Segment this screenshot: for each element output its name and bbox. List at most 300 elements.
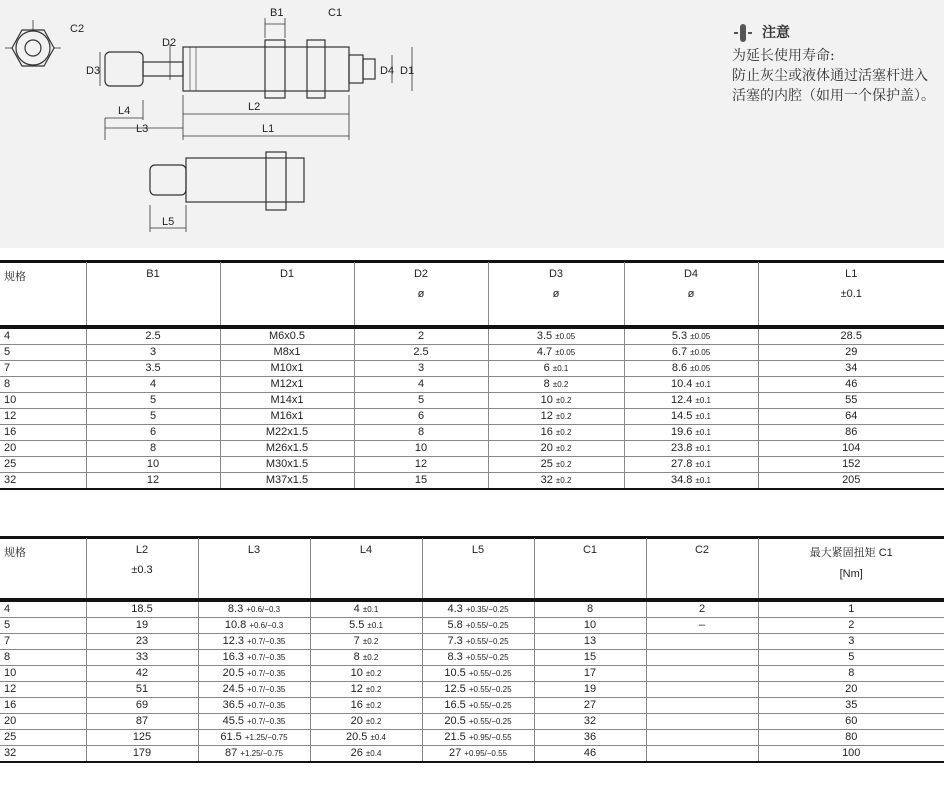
table2-header-6 xyxy=(646,538,758,600)
cell-tolerance: ±0.05 xyxy=(690,364,711,373)
table-cell xyxy=(220,457,354,473)
table-cell xyxy=(534,730,646,746)
table-cell xyxy=(646,650,758,666)
table-cell xyxy=(198,618,310,634)
cell-value: M12x1 xyxy=(270,378,304,390)
table-cell xyxy=(624,409,758,425)
thread-body xyxy=(183,47,349,91)
cell-value: 8.3 xyxy=(227,603,244,615)
table-cell xyxy=(0,618,86,634)
table-cell xyxy=(758,698,944,714)
table-cell xyxy=(624,393,758,409)
cell-value: 12 xyxy=(540,410,553,422)
cell-value: 23.8 xyxy=(671,442,693,454)
cell-tolerance: +1.25/−0.75 xyxy=(240,749,284,758)
table-cell xyxy=(86,730,198,746)
cell-tolerance: ±0.1 xyxy=(367,621,383,630)
table-cell xyxy=(354,441,488,457)
table1-header-6 xyxy=(758,262,944,327)
cell-tolerance: ±0.1 xyxy=(695,460,711,469)
table-cell xyxy=(624,425,758,441)
cell-value: 24.5 xyxy=(222,683,245,695)
label-c2: C2 xyxy=(70,23,85,35)
table-cell xyxy=(646,618,758,634)
header-label: 规格 xyxy=(4,271,26,283)
table-row xyxy=(0,457,944,473)
cell-tolerance: +0.55/−0.25 xyxy=(465,621,509,630)
cell-value: 20 xyxy=(540,442,553,454)
table-cell xyxy=(422,600,534,618)
cell-value: 6.7 xyxy=(671,346,688,358)
cell-value: 3.5 xyxy=(536,330,553,342)
table-cell xyxy=(534,618,646,634)
cell-value: 2 xyxy=(417,330,425,342)
cell-value: 4 xyxy=(417,378,425,390)
table-cell xyxy=(354,345,488,361)
cell-value: 10 xyxy=(4,667,17,679)
cell-tolerance: ±0.4 xyxy=(365,749,382,758)
table-cell xyxy=(86,666,198,682)
note-title: 注意 xyxy=(762,25,790,41)
cell-tolerance: +0.7/−0.35 xyxy=(247,717,286,726)
table2-header-2 xyxy=(198,538,310,600)
warning-bracket-icon xyxy=(732,22,754,44)
cell-value: 15 xyxy=(414,474,428,486)
cell-value: M37x1.5 xyxy=(265,474,309,486)
cell-value: 4 xyxy=(149,378,157,390)
table-cell xyxy=(0,441,86,457)
cell-value: 10 xyxy=(350,667,363,679)
cell-value: 46 xyxy=(845,378,858,390)
cell-value: 20 xyxy=(845,683,858,695)
cell-value: 33 xyxy=(135,651,149,663)
cell-value: 16.5 xyxy=(444,699,466,711)
table-cell xyxy=(758,600,944,618)
table-cell xyxy=(488,425,624,441)
table-cell xyxy=(0,361,86,377)
cell-value: 3 xyxy=(149,346,157,358)
label-d1: D1 xyxy=(400,65,415,77)
cell-value: 28.5 xyxy=(840,330,862,342)
table-cell xyxy=(354,377,488,393)
note-line-2: 防止灰尘或液体通过活塞杆进入活塞的内腔（如用一个保护盖）。 xyxy=(732,68,935,104)
cell-value: 36 xyxy=(583,731,597,743)
table-cell xyxy=(86,634,198,650)
table-row xyxy=(0,409,944,425)
cell-value: 12.5 xyxy=(444,683,466,695)
table-cell xyxy=(86,714,198,730)
header-sublabel: ø xyxy=(417,288,425,300)
table-cell xyxy=(310,600,422,618)
cell-value: 87 xyxy=(135,715,149,727)
table-cell xyxy=(422,634,534,650)
cell-value: 4 xyxy=(4,603,11,615)
table-cell xyxy=(488,457,624,473)
label-b1: B1 xyxy=(270,7,284,19)
table-cell xyxy=(758,666,944,682)
cell-value: 60 xyxy=(845,715,858,727)
cell-value: 12 xyxy=(146,474,160,486)
cell-value: 20.5 xyxy=(444,715,466,727)
cell-value: 87 xyxy=(224,747,238,759)
cell-tolerance: ±0.2 xyxy=(365,669,382,678)
cell-value: 86 xyxy=(845,426,858,438)
cell-tolerance: +0.7/−0.35 xyxy=(247,701,286,710)
table-cell xyxy=(354,425,488,441)
cell-value: 10 xyxy=(583,619,597,631)
cell-tolerance: ±0.1 xyxy=(695,444,711,453)
header-sublabel: ø xyxy=(687,288,695,300)
cell-tolerance: ±0.2 xyxy=(552,380,569,389)
cell-value: 10 xyxy=(540,394,553,406)
label-l1: L1 xyxy=(262,123,275,135)
table-cell xyxy=(220,377,354,393)
cell-tolerance: ±0.2 xyxy=(555,396,572,405)
table-cell xyxy=(0,730,86,746)
table-cell xyxy=(646,634,758,650)
table-cell xyxy=(198,666,310,682)
cell-value: 17 xyxy=(583,667,597,679)
table-row xyxy=(0,473,944,490)
cell-value: 6 xyxy=(543,362,550,374)
cell-value: 4 xyxy=(353,603,360,615)
header-label: C2 xyxy=(694,544,710,556)
cell-tolerance: ±0.2 xyxy=(555,412,572,421)
cell-value: 80 xyxy=(845,731,858,743)
cell-value: 51 xyxy=(135,683,149,695)
cell-value: 5 xyxy=(149,410,157,422)
table-row xyxy=(0,634,944,650)
table-cell xyxy=(220,409,354,425)
table-cell xyxy=(624,327,758,345)
cell-value: 32 xyxy=(540,474,553,486)
cell-value: 45.5 xyxy=(222,715,245,727)
cell-tolerance: +0.55/−0.25 xyxy=(465,637,509,646)
table-row xyxy=(0,377,944,393)
header-sublabel: ø xyxy=(552,288,560,300)
table-cell xyxy=(488,377,624,393)
cell-value: 5 xyxy=(4,346,11,358)
cell-value: 5 xyxy=(4,619,11,631)
drawing-panel xyxy=(0,0,944,248)
table-cell xyxy=(422,650,534,666)
header-sublabel: ±0.1 xyxy=(840,288,862,300)
table-cell xyxy=(422,666,534,682)
table-cell xyxy=(534,746,646,763)
table-cell xyxy=(488,327,624,345)
cell-tolerance: ±0.4 xyxy=(370,733,386,742)
table-cell xyxy=(86,327,220,345)
table-cell xyxy=(198,600,310,618)
cell-tolerance: ±0.2 xyxy=(365,717,382,726)
cell-value: 8 xyxy=(4,378,11,390)
cell-value: 7 xyxy=(353,635,360,647)
table-cell xyxy=(86,457,220,473)
header-label: D4 xyxy=(683,268,699,280)
table-cell xyxy=(198,730,310,746)
header-label: L2 xyxy=(135,544,149,556)
cell-tolerance: +0.6/−0.3 xyxy=(246,605,281,614)
cell-value: 64 xyxy=(845,410,858,422)
cell-value: 10.8 xyxy=(224,619,247,631)
caution-note xyxy=(732,22,937,106)
cell-value: 12 xyxy=(4,410,17,422)
table-cell xyxy=(646,682,758,698)
cell-value: 19 xyxy=(583,683,597,695)
cell-tolerance: ±0.1 xyxy=(695,428,711,437)
cell-value: 3.5 xyxy=(145,362,161,374)
table-cell xyxy=(354,393,488,409)
cell-value: 125 xyxy=(132,731,152,743)
cell-value: 4.7 xyxy=(536,346,553,358)
table-cell xyxy=(624,345,758,361)
cell-value: 46 xyxy=(583,747,597,759)
table-cell xyxy=(198,714,310,730)
table1-header-2 xyxy=(220,262,354,327)
table-cell xyxy=(0,682,86,698)
cell-value: 4 xyxy=(4,330,11,342)
table-cell xyxy=(310,714,422,730)
table-cell xyxy=(310,650,422,666)
table-cell xyxy=(488,393,624,409)
table-cell xyxy=(198,746,310,763)
cell-tolerance: ±0.2 xyxy=(555,460,572,469)
cell-tolerance: +0.55/−0.25 xyxy=(465,653,509,662)
table-cell xyxy=(198,698,310,714)
table-cell xyxy=(758,409,944,425)
table-cell xyxy=(310,698,422,714)
table-cell xyxy=(86,441,220,457)
cell-tolerance: ±0.05 xyxy=(690,332,711,341)
cell-value: 69 xyxy=(135,699,149,711)
table2-header-1 xyxy=(86,538,198,600)
header-label: D3 xyxy=(548,268,564,280)
table-cell xyxy=(86,618,198,634)
table-cell xyxy=(624,441,758,457)
table1-header-5 xyxy=(624,262,758,327)
label-d4: D4 xyxy=(380,65,395,77)
cell-value: 12 xyxy=(414,458,428,470)
cell-value: 4.3 xyxy=(447,603,463,615)
table-cell xyxy=(354,473,488,490)
cell-tolerance: +0.55/−0.25 xyxy=(468,717,512,726)
cell-value: 27 xyxy=(583,699,597,711)
cell-tolerance: +0.7/−0.35 xyxy=(247,685,286,694)
table-cell xyxy=(758,457,944,473)
table-cell xyxy=(0,666,86,682)
cell-value: 2 xyxy=(698,603,706,615)
piston-cap xyxy=(105,52,143,86)
label-l4: L4 xyxy=(118,105,131,117)
table-cell xyxy=(646,730,758,746)
table-cell xyxy=(354,361,488,377)
cell-tolerance: ±0.2 xyxy=(365,685,382,694)
table-cell xyxy=(758,345,944,361)
table-cell xyxy=(86,409,220,425)
cell-tolerance: ±0.1 xyxy=(695,476,711,485)
table-row xyxy=(0,666,944,682)
cell-value: 5.3 xyxy=(671,330,688,342)
cell-value: 34 xyxy=(845,362,858,374)
cell-value: 7.3 xyxy=(447,635,463,647)
cell-value: 27.8 xyxy=(671,458,693,470)
cell-value: 12 xyxy=(350,683,363,695)
table-cell xyxy=(86,393,220,409)
table-cell xyxy=(624,473,758,490)
table-cell xyxy=(0,345,86,361)
table-cell xyxy=(86,473,220,490)
table-cell xyxy=(534,650,646,666)
cell-value: 2.5 xyxy=(145,330,161,342)
header-sublabel: ±0.3 xyxy=(131,564,153,576)
cell-tolerance: +0.35/−0.25 xyxy=(465,605,509,614)
cell-value: 27 xyxy=(448,747,462,759)
table-cell xyxy=(86,361,220,377)
cell-value: 16 xyxy=(4,426,17,438)
table-cell xyxy=(534,682,646,698)
table-cell xyxy=(86,682,198,698)
table-cell xyxy=(758,361,944,377)
table-cell xyxy=(758,393,944,409)
cell-value: 20 xyxy=(4,715,17,727)
table-cell xyxy=(0,650,86,666)
table-cell xyxy=(488,361,624,377)
cell-value: 7 xyxy=(4,635,11,647)
cell-value: M8x1 xyxy=(273,346,301,358)
table-cell xyxy=(488,345,624,361)
table-cell xyxy=(758,327,944,345)
table-cell xyxy=(646,666,758,682)
header-label: L1 xyxy=(845,268,858,280)
cell-value: 3 xyxy=(417,362,425,374)
cell-tolerance: ±0.2 xyxy=(365,701,382,710)
table-cell xyxy=(758,730,944,746)
cell-value: 19.6 xyxy=(671,426,693,438)
table-cell xyxy=(488,409,624,425)
cell-value: 32 xyxy=(4,474,17,486)
table2-header-7 xyxy=(758,538,944,600)
table-cell xyxy=(758,714,944,730)
cell-value: 5.8 xyxy=(447,619,463,631)
cell-value: 20 xyxy=(350,715,363,727)
cell-tolerance: +0.6/−0.3 xyxy=(249,621,284,630)
table-cell xyxy=(758,682,944,698)
table1-header-3 xyxy=(354,262,488,327)
cell-value: 55 xyxy=(845,394,858,406)
table-cell xyxy=(220,393,354,409)
cell-value: – xyxy=(698,619,706,631)
table-cell xyxy=(758,425,944,441)
table-cell xyxy=(758,650,944,666)
label-d2: D2 xyxy=(162,37,177,49)
table-cell xyxy=(758,618,944,634)
header-label: 最大紧固扭矩 C1 xyxy=(809,547,893,559)
table-cell xyxy=(198,634,310,650)
cell-value: 2.5 xyxy=(413,346,429,358)
cell-value: 26 xyxy=(350,747,363,759)
table-cell xyxy=(624,377,758,393)
table-cell xyxy=(0,377,86,393)
cell-tolerance: +0.7/−0.35 xyxy=(247,669,286,678)
table-row xyxy=(0,361,944,377)
table-cell xyxy=(310,682,422,698)
cell-value: M14x1 xyxy=(270,394,304,406)
table-cell xyxy=(758,746,944,763)
table-cell xyxy=(0,393,86,409)
cell-value: 100 xyxy=(842,747,861,759)
table1-header-4 xyxy=(488,262,624,327)
cell-value: 10.4 xyxy=(671,378,693,390)
table-cell xyxy=(310,666,422,682)
cell-tolerance: +0.7/−0.35 xyxy=(247,637,286,646)
table-cell xyxy=(0,425,86,441)
cell-value: 20 xyxy=(4,442,17,454)
cell-value: 8 xyxy=(353,651,360,663)
table-cell xyxy=(0,634,86,650)
table-cell xyxy=(354,409,488,425)
table-cell xyxy=(422,698,534,714)
table-cell xyxy=(220,473,354,490)
table-cell xyxy=(534,698,646,714)
cell-value: 15 xyxy=(583,651,597,663)
cell-value: 61.5 xyxy=(220,731,242,743)
table2-header-0 xyxy=(0,538,86,600)
table-row xyxy=(0,441,944,457)
cell-value: 29 xyxy=(845,346,858,358)
cell-value: 5 xyxy=(417,394,425,406)
table-cell xyxy=(0,409,86,425)
cell-value: M6x0.5 xyxy=(268,330,306,342)
hex-end-view xyxy=(12,30,54,66)
table-cell xyxy=(646,600,758,618)
cell-value: 8 xyxy=(4,651,11,663)
cell-value: M22x1.5 xyxy=(265,426,309,438)
table-cell xyxy=(758,377,944,393)
table-row xyxy=(0,600,944,618)
label-l3: L3 xyxy=(136,123,149,135)
table-cell xyxy=(354,327,488,345)
table-row xyxy=(0,730,944,746)
header-sublabel: [Nm] xyxy=(839,568,863,580)
cell-tolerance: ±0.1 xyxy=(695,380,711,389)
table-cell xyxy=(86,746,198,763)
header-label: D2 xyxy=(413,268,429,280)
table-cell xyxy=(758,473,944,490)
table-cell xyxy=(422,746,534,763)
cell-value: 21.5 xyxy=(444,731,466,743)
cell-value: 32 xyxy=(583,715,597,727)
cell-tolerance: +0.95/−0.55 xyxy=(468,733,512,742)
header-label: L4 xyxy=(359,544,373,556)
table-cell xyxy=(220,425,354,441)
label-c1: C1 xyxy=(328,7,343,19)
table-row xyxy=(0,327,944,345)
cell-value: 10 xyxy=(146,458,160,470)
table-cell xyxy=(220,361,354,377)
header-label: L3 xyxy=(247,544,261,556)
cell-value: 25 xyxy=(540,458,553,470)
table-cell xyxy=(0,457,86,473)
cell-tolerance: ±0.2 xyxy=(362,653,379,662)
cell-tolerance: +0.7/−0.35 xyxy=(247,653,286,662)
table-cell xyxy=(0,600,86,618)
cell-tolerance: ±0.1 xyxy=(695,396,711,405)
cell-tolerance: ±0.1 xyxy=(362,605,379,614)
header-label: C1 xyxy=(582,544,598,556)
table-row xyxy=(0,650,944,666)
table-cell xyxy=(534,666,646,682)
table-cell xyxy=(646,714,758,730)
